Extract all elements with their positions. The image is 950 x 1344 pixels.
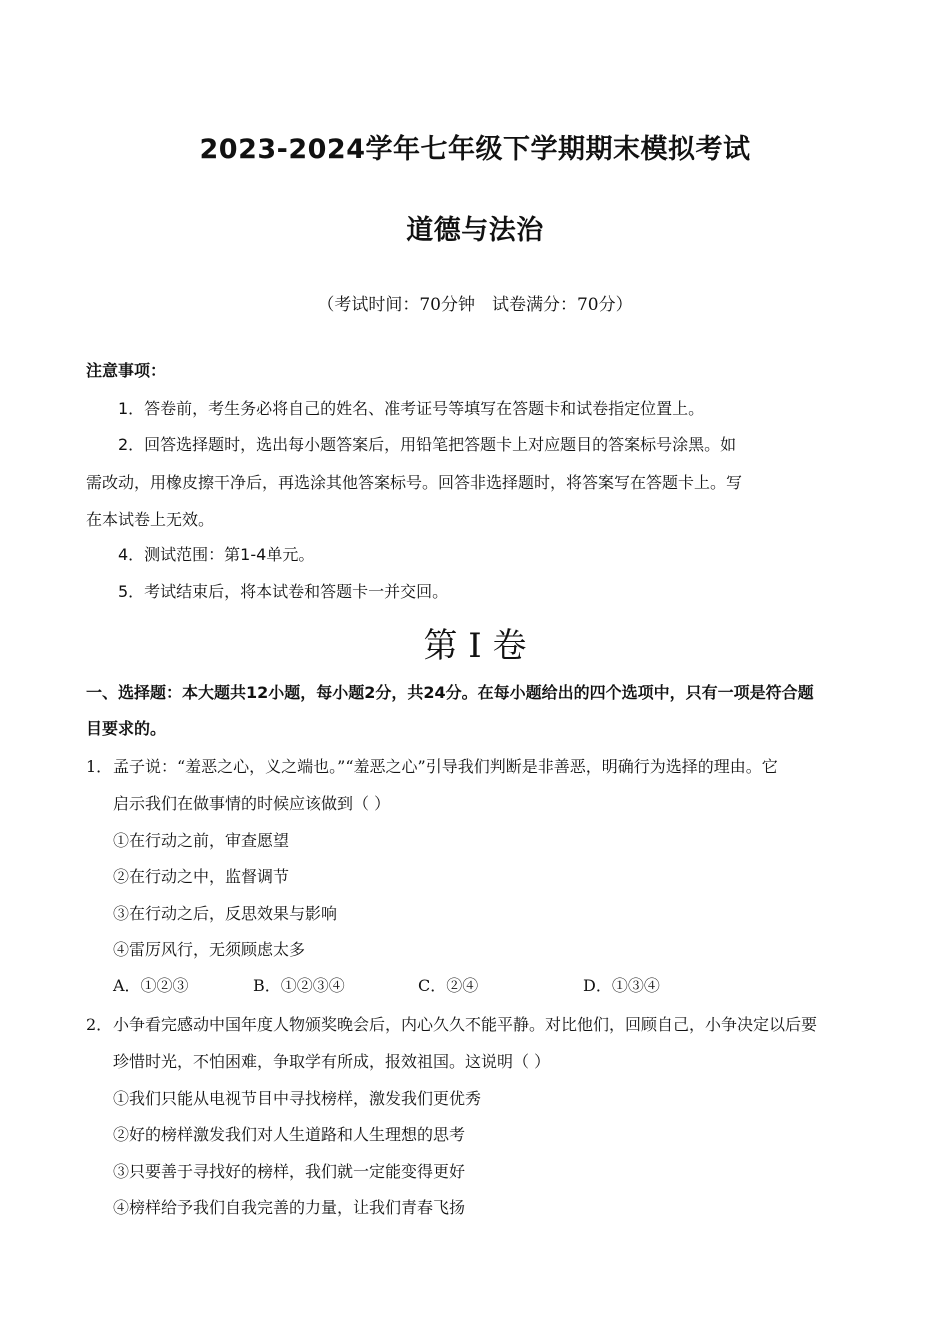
notice-item-5: 5．考试结束后，将本试卷和答题卡一并交回。 (118, 582, 449, 601)
notice-title: 注意事项： (86, 361, 167, 380)
subject-title: 道德与法治 (406, 215, 544, 246)
notice-item-1: 1．答卷前，考生务必将自己的姓名、准考证号等填写在答题卡和试卷指定位置上。 (118, 399, 705, 418)
question-2-stem-line-1: 小争看完感动中国年度人物颁奖晚会后，内心久久不能平静。对比他们，回顾自己，小争决定以后要 (113, 1015, 818, 1034)
question-2-statement-3: ③只要善于寻找好的榜样，我们就一定能变得更好 (113, 1162, 466, 1181)
section-heading-line-2: 目要求的。 (86, 719, 167, 738)
question-1-statement-3: ③在行动之后，反思效果与影响 (113, 904, 338, 923)
question-1-option-b: B．①②③④ (253, 976, 345, 995)
question-1-stem-line-1: 孟子说：“羞恶之心，义之端也。”“羞恶之心”引导我们判断是非善恶，明确行为选择的理由。它 (113, 757, 778, 776)
exam-title: 2023-2024学年七年级下学期期末模拟考试 (199, 134, 751, 165)
question-2-statement-4: ④榜样给予我们自我完善的力量，让我们青春飞扬 (113, 1198, 466, 1217)
exam-info: （考试时间：70分钟 试卷满分：70分） (317, 295, 633, 315)
question-1-statement-4: ④雷厉风行，无须顾虑太多 (113, 940, 306, 959)
question-1-option-d: D．①③④ (583, 976, 660, 995)
question-1-option-a: A．①②③ (113, 976, 189, 995)
question-1-option-c: C．②④ (418, 976, 479, 995)
question-2-statement-2: ②好的榜样激发我们对人生道路和人生理想的思考 (113, 1125, 466, 1144)
question-2-statement-1: ①我们只能从电视节目中寻找榜样，激发我们更优秀 (113, 1089, 482, 1108)
volume-heading: 第 I 卷 (423, 626, 527, 666)
question-1-number: 1． (86, 757, 113, 776)
question-2-number: 2． (86, 1015, 113, 1034)
question-2-stem-line-2: 珍惜时光，不怕困难，争取学有所成，报效祖国。这说明（ ） (113, 1052, 551, 1071)
question-1-stem-line-2: 启示我们在做事情的时候应该做到（ ） (113, 794, 391, 813)
notice-item-2-line-3: 在本试卷上无效。 (86, 510, 215, 529)
section-heading-line-1: 一、选择题：本大题共12小题，每小题2分，共24分。在每小题给出的四个选项中，只有一项是符合题 (86, 683, 814, 702)
question-1-statement-1: ①在行动之前，审查愿望 (113, 831, 290, 850)
notice-item-2-line-1: 2．回答选择题时，选出每小题答案后，用铅笔把答题卡上对应题目的答案标号涂黑。如 (118, 435, 737, 454)
question-1-statement-2: ②在行动之中，监督调节 (113, 867, 290, 886)
notice-item-4: 4．测试范围：第1-4单元。 (118, 545, 315, 564)
notice-item-2-line-2: 需改动，用橡皮擦干净后，再选涂其他答案标号。回答非选择题时，将答案写在答题卡上。写 (86, 473, 743, 492)
